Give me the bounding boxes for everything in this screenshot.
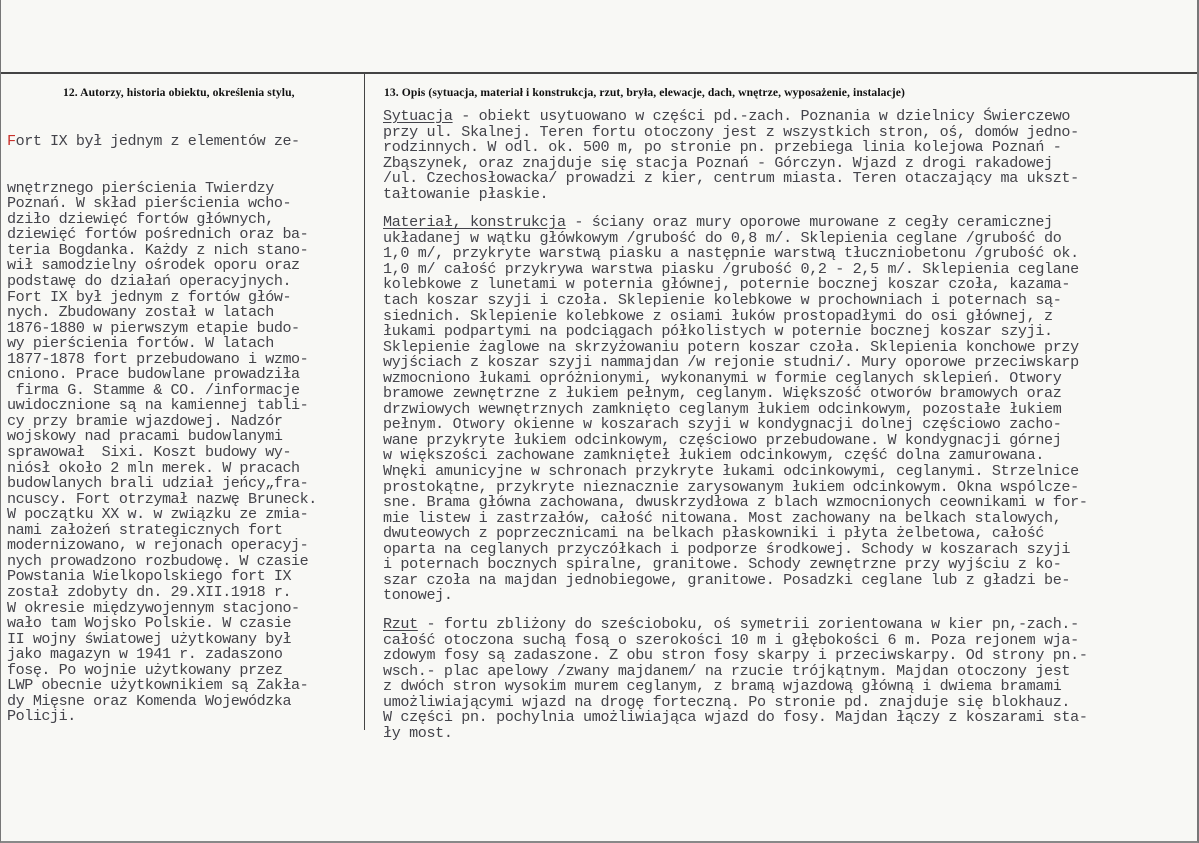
- section-first-line-rest: - ściany oraz mury oporowe murowane z cegły ceramicznej: [565, 213, 1053, 232]
- section-line: /ul. Czechosłowacka/ prowadzi z kier, centrum miasta. Teren otaczający ma ukszt-: [383, 169, 1079, 188]
- section-line: wsch.- plac apelowy /zwany majdanem/ na rzucie trójkątnym. Majdan otoczony jest: [383, 661, 1071, 680]
- history-first-line: [7, 134, 317, 150]
- section-heading: Materiał, konstrukcja: [383, 213, 566, 232]
- section-line: oparta na ceglanych przyczółkach i podporze środkowej. Schody w koszarach szyji: [383, 539, 1071, 558]
- history-line: został zdobyty dn. 29.XII.1918 r.: [7, 582, 292, 601]
- history-line: fosę. Po wojnie użytkowany przez: [7, 660, 283, 679]
- history-lines: [7, 178, 317, 726]
- section-line: sne. Brama główna zachowana, dwuskrzydłowa z blach wzmocnionych ceownikami w for-: [383, 493, 1088, 512]
- section-line: umożliwiającymi wjazd na drogę forteczną. Po stronie pd. znajduje się blokhauz.: [383, 692, 1071, 711]
- section-line: w większości zachowane zamknięteł łukiem odcinkowym, część dolna zamurowana.: [383, 446, 1045, 465]
- section-line: całość otoczona suchą fosą o szerokości 10 m i głębokości 6 m. Poza rejonem wja-: [383, 630, 1079, 649]
- history-line: LWP obecnie użytkownikiem są Zakła-: [7, 676, 309, 695]
- history-line: niósł około 2 mln merek. W pracach: [7, 458, 300, 477]
- description-text: [383, 109, 1088, 741]
- history-line: Policji.: [7, 707, 76, 726]
- history-first-line-rest: ort IX był jednym z elementów ze-: [15, 132, 300, 151]
- section-line: mie listew i zastrzałów, całość nitowana. Most zachowany na belkach stalowych,: [383, 508, 1062, 527]
- history-line: dziewięć fortów pośrednich oraz ba-: [7, 225, 309, 244]
- history-line: ncuscy. Fort otrzymał nazwę Bruneck.: [7, 489, 317, 508]
- history-line: Fort IX był jednym z fortów głów-: [7, 287, 292, 306]
- section-first-line-rest: - fortu zbliżony do sześcioboku, oś symetrii zorientowana w kier pn,-zach.-: [417, 614, 1079, 633]
- history-line: sprawował Sixi. Koszt budowy wy-: [7, 443, 292, 462]
- section-line: łukami podpartymi na podciągach półkolistych w poternie bocznej koszar szyji.: [383, 322, 1053, 341]
- section-13-header: 13. Opis (sytuacja, materiał i konstrukcja, rzut, bryła, elewacje, dach, wnętrze, wyposażenie, instalacje): [384, 86, 905, 99]
- section-line: Wnęki amunicyjne w schronach przykryte łukami odcinkowymi, ceglanymi. Strzelnice: [383, 462, 1079, 481]
- section-line: siednich. Sklepienie kolebkowe z osiami łuków prostopadłymi do osi głównej, z: [383, 306, 1053, 325]
- history-line: teria Bogdanka. Każdy z nich stano-: [7, 240, 309, 259]
- history-line: 1877-1878 fort przebudowano i wzmo-: [7, 349, 309, 368]
- history-line: podstawę do działań operacyjnych.: [7, 272, 292, 291]
- section-line: i poternach bocznych spiralne, granitowe. Schody zewnętrzne przy wyjściu z ko-: [383, 555, 1062, 574]
- section-line: z dwóch stron wysokim murem ceglanym, z bramą wjazdową główną i dwiema bramami: [383, 677, 1062, 696]
- section-line: układanej w wątku główkowym /grubość do 0,8 m/. Sklepienia ceglane /grubość do: [383, 228, 1062, 247]
- header-rule: [1, 72, 1197, 74]
- section-line: prostokątne, przykryte nieznacznie zarysowanym łukiem odcinkowym. Okna wspólcze-: [383, 477, 1079, 496]
- description-section: [383, 215, 1088, 604]
- history-line: nych prowadzono rozbudowę. W czasie: [7, 551, 309, 570]
- section-line: 1,0 m/, przykryte warstwą piasku a następnie warstwą tłuczniobetonu /grubość ok.: [383, 244, 1079, 263]
- section-line: wane przykryte łukiem odcinkowym, częściowo przebudowane. W kondygnacji górnej: [383, 430, 1062, 449]
- history-line: cniono. Prace budowlane prowadziła: [7, 365, 300, 384]
- section-line: 1,0 m/ całość przykrywa warstwa piasku /grubość 0,2 - 2,5 m/. Sklepienia ceglane: [383, 259, 1079, 278]
- section-line: tach koszar szyji i czoła. Sklepienie kolebkowe w prochowniach i poternach są-: [383, 291, 1062, 310]
- history-line: wojskowy nad pracami budowlanymi: [7, 427, 283, 446]
- history-line: budowlanych brali udział jeńcy„fra-: [7, 474, 309, 493]
- section-line: bramowe zewnętrzne z łukiem pełnym, ceglanym. Większość otworów bramowych oraz: [383, 384, 1062, 403]
- section-line: wyjściach z koszar szyji nammajdan /w rejonie studni/. Mury oporowe przeciwskarp: [383, 353, 1079, 372]
- section-line: drzwiowych wewnętrznych zamknięto ceglanym łukiem odcinkowym, pozostałe łukiem: [383, 399, 1062, 418]
- history-line: dziło dziewięć fortów głównych,: [7, 209, 274, 228]
- history-line: uwidocznione są na kamiennej tabli-: [7, 396, 309, 415]
- section-line: tałtowanie płaskie.: [383, 184, 549, 203]
- history-line: nami założeń strategicznych fort: [7, 520, 283, 539]
- section-line: przy ul. Skalnej. Teren fortu otoczony jest z wszystkich stron, oś, domów jedno-: [383, 122, 1079, 141]
- section-line: rodzinnych. W odl. ok. 500 m, po stronie pn. przebiega linia kolejowa Poznań -: [383, 138, 1062, 157]
- history-line: 1876-1880 w pierwszym etapie budo-: [7, 318, 300, 337]
- section-12-header: 12. Autorzy, historia obiektu, określenia stylu,: [63, 86, 295, 99]
- red-initial-letter: F: [7, 132, 16, 151]
- section-line: Zbąszynek, oraz znajduje się stacja Poznań - Górczyn. Wjazd z drogi rakadowej: [383, 153, 1053, 172]
- history-line: jako magazyn w 1941 r. zadaszono: [7, 645, 283, 664]
- section-line: szar czoła na majdan jednobiegowe, granitowe. Posadzki ceglane lub z gładzi be-: [383, 570, 1071, 589]
- history-line: nych. Zbudowany został w latach: [7, 303, 274, 322]
- history-line: dy Mięsne oraz Komenda Wojewódzka: [7, 691, 292, 710]
- section-heading: Sytuacja: [383, 107, 453, 125]
- section-heading: Rzut: [383, 614, 418, 633]
- section-line: wzmocniono łukami opróżnionymi, wykonanymi w formie ceglanych sklepień. Otwory: [383, 368, 1062, 387]
- history-text: [7, 103, 317, 756]
- description-section: [383, 614, 1088, 742]
- history-line: cy przy bramie wjazdowej. Nadzór: [7, 411, 283, 430]
- history-line: W początku XX w. w związku ze zmia-: [7, 505, 309, 524]
- history-line: II wojny światowej użytkowany był: [7, 629, 292, 648]
- section-line: pełnym. Otwory okienne w koszarach szyji w kondygnacji dolnej częściowo zacho-: [383, 415, 1062, 434]
- history-line: wało tam Wojsko Polskie. W czasie: [7, 614, 292, 633]
- description-section: [383, 109, 1088, 202]
- section-line: Sklepienie żaglowe na skrzyżowaniu potern koszar czoła. Sklepienia konchowe przy: [383, 337, 1079, 356]
- column-divider: [364, 74, 365, 730]
- history-line: firma G. Stamme & CO. /informacje: [7, 380, 300, 399]
- history-line: Poznań. W skład pierścienia wcho-: [7, 194, 292, 213]
- section-line: ły most.: [383, 723, 453, 742]
- history-line: modernizowano, w rejonach operacyj-: [7, 536, 309, 555]
- section-line: W części pn. pochylnia umożliwiająca wjazd do fosy. Majdan łączy z koszarami sta-: [383, 708, 1088, 727]
- history-line: wy pierścienia fortów. W latach: [7, 334, 274, 353]
- history-line: W okresie międzywojennym stacjono-: [7, 598, 300, 617]
- history-line: Powstania Wielkopolskiego fort IX: [7, 567, 292, 586]
- section-line: tonowej.: [383, 586, 453, 605]
- section-first-line-rest: - obiekt usytuowano w części pd.-zach. Poznania w dzielnicy Świerczewo: [452, 107, 1071, 125]
- history-line: wnętrznego pierścienia Twierdzy: [7, 178, 274, 197]
- section-line: dwuteowych z poprzecznicami na belkach płaskowniki i płyta żelbetowa, całość: [383, 524, 1045, 543]
- section-line: zdowym fosy są zadaszone. Z obu stron fosy skarpy i przeciwskarpy. Od strony pn.-: [383, 646, 1088, 665]
- history-line: wił samodzielny ośrodek oporu oraz: [7, 256, 300, 275]
- section-line: kolebkowe z lunetami w poternia głównej, poternie bocznej koszar czoła, kazama-: [383, 275, 1071, 294]
